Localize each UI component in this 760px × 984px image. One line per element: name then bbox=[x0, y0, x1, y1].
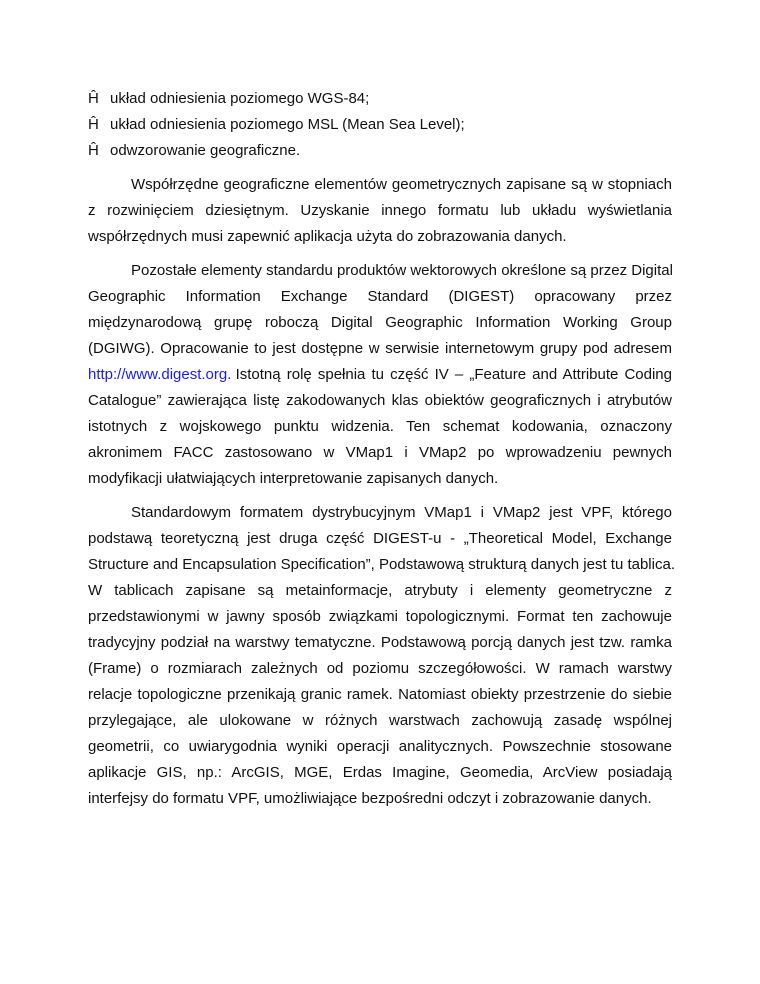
bullet-icon: Ĥ bbox=[88, 90, 99, 107]
text-line: przylegające, ale ulokowane w różnych warstwach zachowują zasadę wspólnej bbox=[88, 712, 672, 729]
text-line: Geographic Information Exchange Standard (DIGEST) opracowany przez bbox=[88, 288, 672, 305]
text-line: modyfikacji ułatwiających interpretowanie zapisanych danych. bbox=[88, 470, 499, 487]
text-line: interfejsy do formatu VPF, umożliwiające bezpośredni odczyt i zobrazowanie danych. bbox=[88, 790, 652, 807]
text-line: Współrzędne geograficzne elementów geometrycznych zapisane są w stopniach bbox=[131, 176, 672, 193]
text-line-rest: Istotną rolę spełnia tu część IV – „Feature and Attribute Coding bbox=[235, 366, 672, 383]
text-line: z rozwinięciem dziesiętnym. Uzyskanie innego formatu lub układu wyświetlania bbox=[88, 202, 672, 219]
bullet-text: odwzorowanie geograficzne. bbox=[110, 142, 301, 159]
text-line: międzynarodową grupę roboczą Digital Geographic Information Working Group bbox=[88, 314, 672, 331]
text-line: Catalogue” zawierająca listę zakodowanych klas obiektów geograficznych i atrybutów bbox=[88, 392, 672, 409]
bullet-text: układ odniesienia poziomego WGS-84; bbox=[110, 90, 370, 107]
text-line: akronimem FACC zastosowano w VMap1 i VMap2 po wprowadzeniu pewnych bbox=[88, 444, 672, 461]
bullet-item bbox=[88, 138, 672, 164]
paragraph-coordinates bbox=[88, 172, 672, 250]
text-line: istotnych z wojskowego punktu widzenia. Ten schemat kodowania, oznaczony bbox=[88, 418, 672, 435]
text-line: Pozostałe elementy standardu produktów wektorowych określone są przez Digital bbox=[131, 262, 673, 279]
bullet-list bbox=[88, 86, 672, 164]
text-line: relacje topologiczne przenikają granic ramek. Natomiast obiekty przestrzenie do siebie bbox=[88, 686, 672, 703]
text-line: geometrii, co uwiarygodnia wyniki operacji analitycznych. Powszechnie stosowane bbox=[88, 738, 672, 755]
text-line: (DGIWG). Opracowanie to jest dostępne w serwisie internetowym grupy pod adresem bbox=[88, 340, 672, 357]
bullet-item bbox=[88, 112, 672, 138]
text-line bbox=[88, 362, 672, 388]
bullet-text: układ odniesienia poziomego MSL (Mean Sea Level); bbox=[110, 116, 465, 133]
bullet-icon: Ĥ bbox=[88, 142, 99, 159]
text-line: przedstawionymi w jawny sposób związkami topologicznymi. Format ten zachowuje bbox=[88, 608, 672, 625]
document-page bbox=[88, 86, 675, 812]
paragraph-vpf bbox=[88, 500, 675, 812]
text-line: współrzędnych musi zapewnić aplikacja użyta do zobrazowania danych. bbox=[88, 228, 567, 245]
text-line: Structure and Encapsulation Specification”, Podstawową strukturą danych jest tu tablica. bbox=[88, 556, 675, 573]
text-line: tradycyjny podział na warstwy tematyczne. Podstawową porcją danych jest tzw. ramka bbox=[88, 634, 672, 651]
text-line: (Frame) o rozmiarach zależnych od poziomu szczegółowości. W ramach warstwy bbox=[88, 660, 672, 677]
bullet-icon: Ĥ bbox=[88, 116, 99, 133]
bullet-item bbox=[88, 86, 672, 112]
text-line: podstawą teoretyczną jest druga część DIGEST-u - „Theoretical Model, Exchange bbox=[88, 530, 672, 547]
text-line: Standardowym formatem dystrybucyjnym VMap1 i VMap2 jest VPF, którego bbox=[131, 504, 672, 521]
digest-link[interactable]: http://www.digest.org. bbox=[88, 366, 232, 383]
paragraph-digest bbox=[88, 258, 672, 492]
text-line: aplikacje GIS, np.: ArcGIS, MGE, Erdas Imagine, Geomedia, ArcView posiadają bbox=[88, 764, 672, 781]
text-line: W tablicach zapisane są metainformacje, atrybuty i elementy geometryczne z bbox=[88, 582, 672, 599]
